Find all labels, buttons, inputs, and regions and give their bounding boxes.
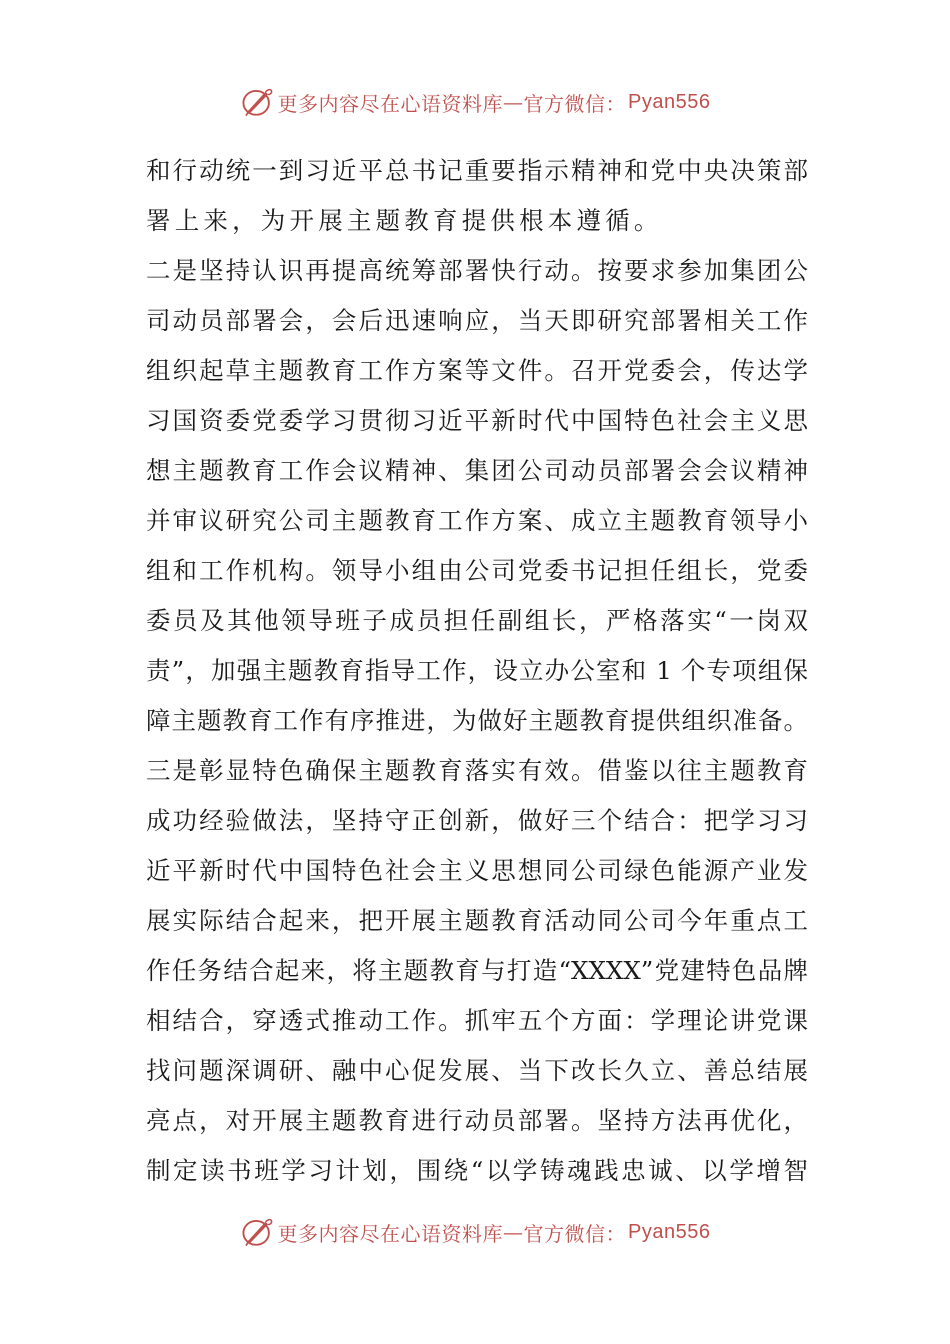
- body-line: 三是彰显特色确保主题教育落实有效。借鉴以往主题教育: [146, 756, 808, 785]
- banner-wechat-id: Pyan556: [628, 90, 711, 113]
- body-line: 障主题教育工作有序推进，为做好主题教育提供组织准备。: [146, 706, 808, 735]
- quill-pen-logo-icon: [240, 85, 274, 119]
- body-line: 责”，加强主题教育指导工作，设立办公室和 1 个专项组保: [146, 656, 808, 685]
- banner-site-text: 更多内容尽在心语资料库: [277, 1221, 504, 1246]
- body-line: 近平新时代中国特色社会主义思想同公司绿色能源产业发: [146, 856, 808, 885]
- body-line: 组织起草主题教育工作方案等文件。召开党委会，传达学: [146, 356, 808, 385]
- body-line: 组和工作机构。领导小组由公司党委书记担任组长，党委: [146, 556, 808, 585]
- body-line: 制定读书班学习计划，围绕“以学铸魂践忠诚、以学增智: [146, 1156, 808, 1185]
- body-line: 成功经验做法，坚持守正创新，做好三个结合：把学习习: [146, 806, 808, 835]
- banner-separator: —: [503, 90, 524, 114]
- body-line: 作任务结合起来，将主题教育与打造“XXXX”党建特色品牌: [146, 956, 808, 985]
- footer-banner: [0, 1210, 950, 1254]
- body-line: 亮点，对开展主题教育进行动员部署。坚持方法再优化，: [146, 1106, 808, 1135]
- body-line: 找问题深调研、融中心促发展、当下改长久立、善总结展: [146, 1056, 808, 1085]
- body-line: 习国资委党委学习贯彻习近平新时代中国特色社会主义思: [146, 406, 808, 435]
- body-line: 司动员部署会，会后迅速响应，当天即研究部署相关工作: [146, 306, 808, 335]
- body-line: 和行动统一到习近平总书记重要指示精神和党中央决策部: [146, 156, 808, 185]
- banner-wechat-label: 官方微信：: [523, 1221, 627, 1246]
- body-line: 委员及其他领导班子成员担任副组长，严格落实“一岗双: [146, 606, 808, 635]
- body-line: 相结合，穿透式推动工作。抓牢五个方面：学理论讲党课: [146, 1006, 808, 1035]
- document-body: [146, 146, 808, 1196]
- body-line: 署上来，为开展主题教育提供根本遵循。: [146, 206, 663, 235]
- body-line: 想主题教育工作会议精神、集团公司动员部署会会议精神: [146, 456, 808, 485]
- banner-wechat-label: 官方微信：: [523, 91, 627, 116]
- quill-pen-logo-icon: [240, 1215, 274, 1249]
- header-banner: [0, 80, 950, 124]
- banner-wechat-id: Pyan556: [628, 1220, 711, 1243]
- body-line: 二是坚持认识再提高统筹部署快行动。按要求参加集团公: [146, 256, 808, 285]
- body-line: 并审议研究公司主题教育工作方案、成立主题教育领导小: [146, 506, 808, 535]
- banner-site-text: 更多内容尽在心语资料库: [277, 91, 504, 116]
- banner-separator: —: [503, 1220, 524, 1244]
- body-line: 展实际结合起来，把开展主题教育活动同公司今年重点工: [146, 906, 808, 935]
